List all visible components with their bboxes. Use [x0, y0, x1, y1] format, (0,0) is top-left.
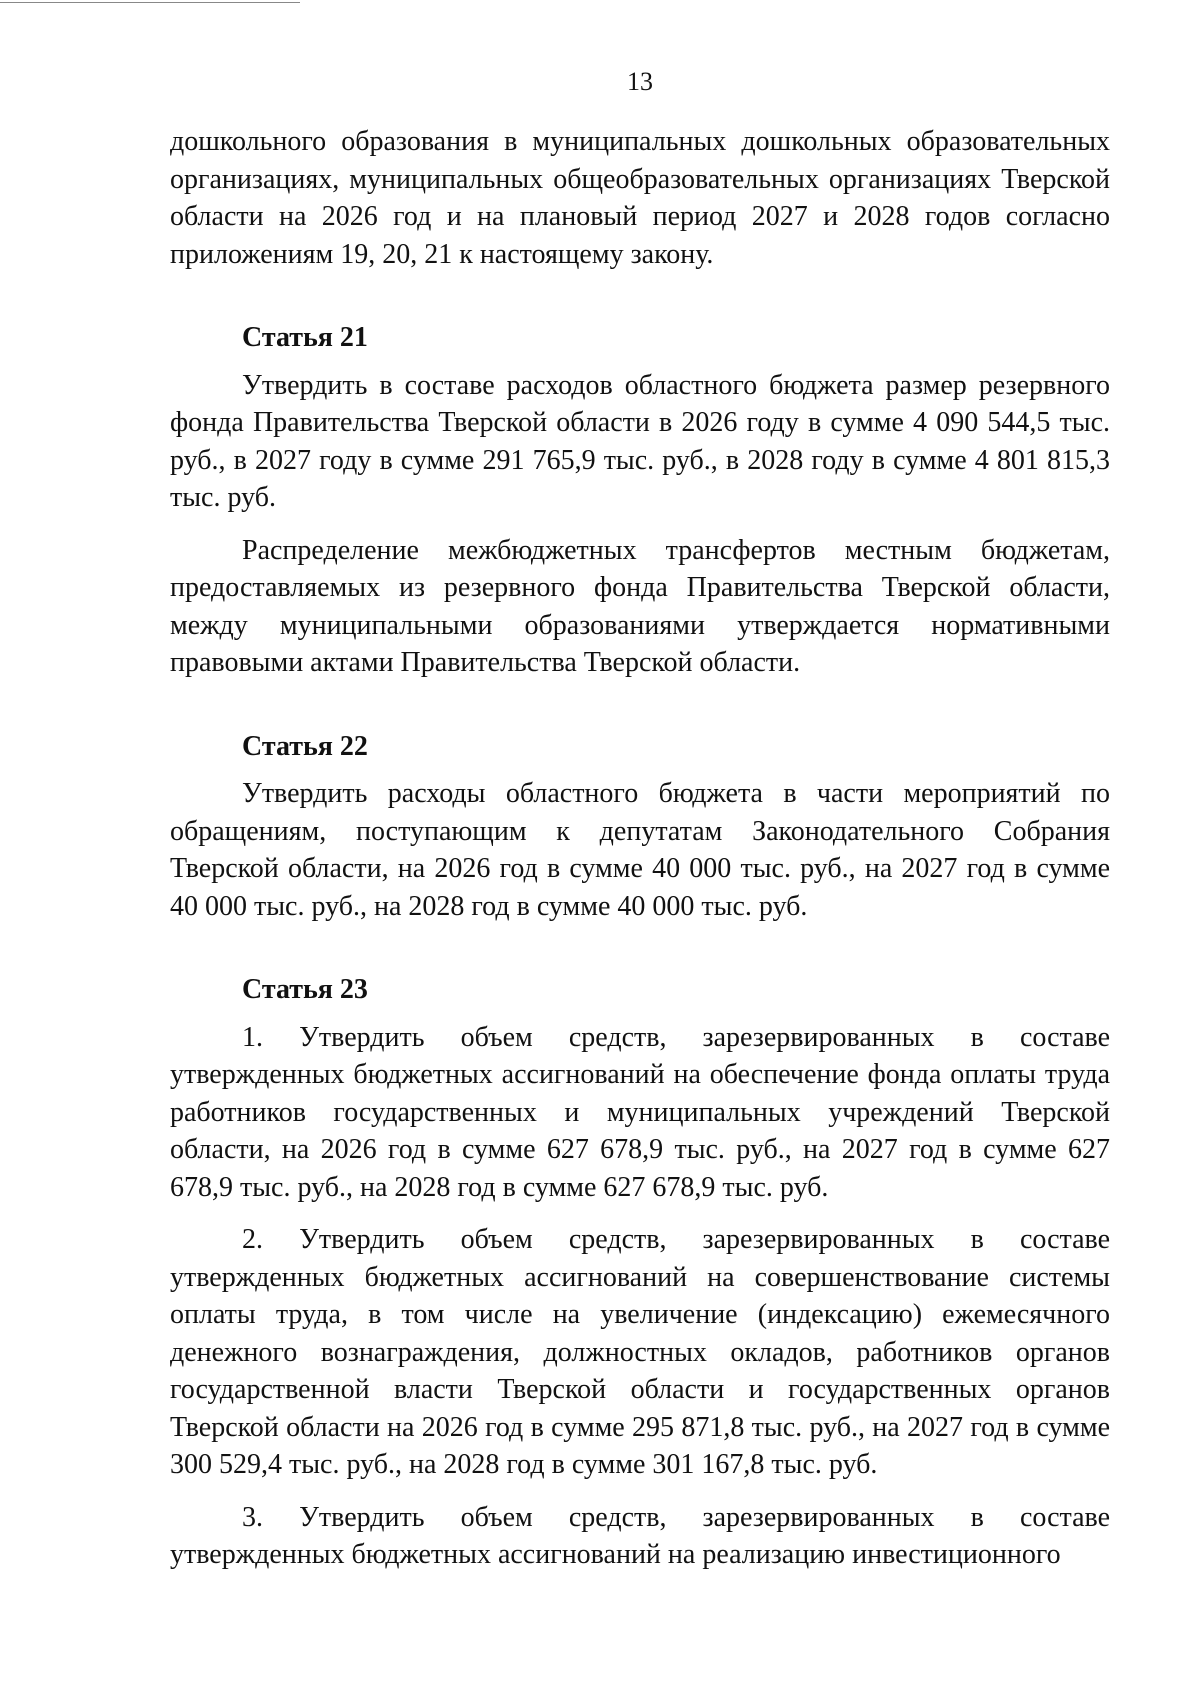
article-paragraph: Утвердить расходы областного бюджета в части мероприятий по обращениям, поступающим к депутатам Законодательного Собрания Тверской области, на 2026 год в сумме 40 000 тыс. руб., на 2027 год в сумме 40 000 тыс. руб., на 2028 год в сумме 40 000 тыс. руб.: [170, 778, 1110, 922]
article-23: [170, 971, 1110, 1574]
article-paragraph: Распределение межбюджетных трансфертов местным бюджетам, предоставляемых из резервного фонда Правительства Тверской области, между муниципальными образованиями утверждается нормативными правовыми актами Правительства Тверской области.: [170, 534, 1110, 678]
article-paragraph: 3. Утвердить объем средств, зарезервированных в составе утвержденных бюджетных ассигнований на реализацию инвестиционного: [170, 1501, 1110, 1570]
page-number: 13: [627, 67, 653, 96]
article-heading: Статья 23: [242, 974, 368, 1005]
scan-edge-line: [0, 2, 300, 3]
article-heading: Статья 21: [242, 322, 368, 353]
article-22: [170, 728, 1110, 926]
intro-paragraph: дошкольного образования в муниципальных дошкольных образовательных организациях, муниципальных общеобразовательных организациях Тверской области на 2026 год и на плановый период 2027 и 2028 годов согласно приложениям 19, 20, 21 к настоящему закону.: [170, 126, 1110, 270]
document-body: [170, 123, 1110, 1574]
article-paragraph: 2. Утвердить объем средств, зарезервированных в составе утвержденных бюджетных ассигнований на совершенствование системы оплаты труда, в том числе на увеличение (индексацию) ежемесячного денежного вознаграждения, должностных окладов, работников органов государственной власти Тверской области и государственных органов Тверской области на 2026 год в сумме 295 871,8 тыс. руб., на 2027 год в сумме 300 529,4 тыс. руб., на 2028 год в сумме 301 167,8 тыс. руб.: [170, 1224, 1110, 1480]
article-paragraph: Утвердить в составе расходов областного бюджета размер резервного фонда Правительства Тверской области в 2026 году в сумме 4 090 544,5 тыс. руб., в 2027 году в сумме 291 765,9 тыс. руб., в 2028 году в сумме 4 801 815,3 тыс. руб.: [170, 369, 1110, 513]
article-heading: Статья 22: [242, 730, 368, 762]
article-paragraph: 1. Утвердить объем средств, зарезервированных в составе утвержденных бюджетных ассигнований на обеспечение фонда оплаты труда работников государственных и муниципальных учреждений Тверской области, на 2026 год в сумме 627 678,9 тыс. руб., на 2027 год в сумме 627 678,9 тыс. руб., на 2028 год в сумме 627 678,9 тыс. руб.: [170, 1021, 1110, 1203]
article-21: [170, 319, 1110, 682]
